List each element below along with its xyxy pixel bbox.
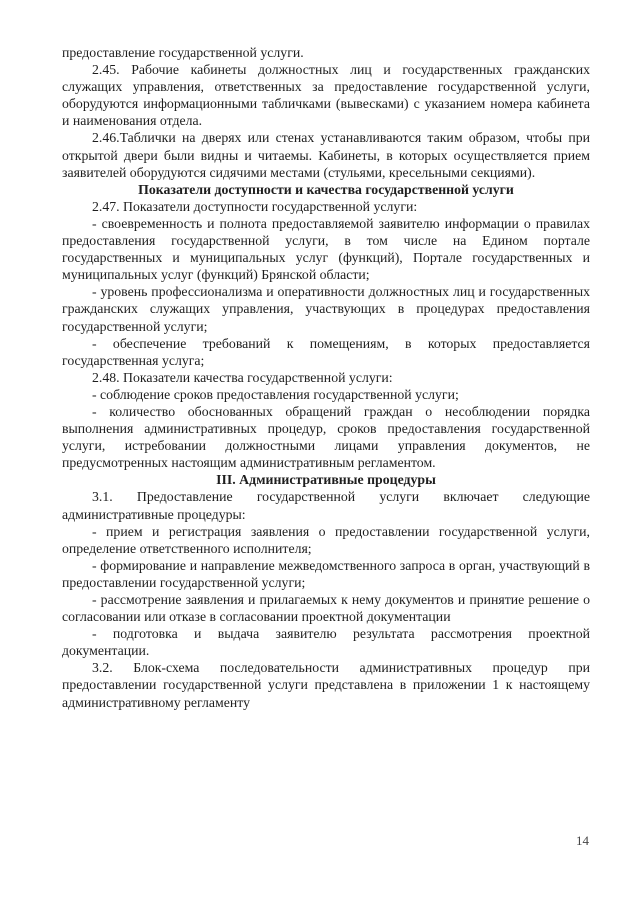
list-item-issue: - подготовка и выдача заявителю результата рассмотрения проектной документации. bbox=[62, 626, 590, 659]
page-number: 14 bbox=[576, 833, 589, 848]
list-item-professionalism: - уровень профессионализма и оперативности должностных лиц и государственных гражданских служащих управления, участвующих в процедурах предоставления государственной услуги; bbox=[62, 284, 590, 334]
list-item-interagency: - формирование и направление межведомственного запроса в орган, участвующий в предоставлении государственной услуги; bbox=[62, 557, 590, 590]
paragraph-2-47: 2.47. Показатели доступности государственной услуги: bbox=[92, 198, 418, 214]
section-heading-procedures: III. Административные процедуры bbox=[216, 472, 436, 488]
paragraph-2-45: 2.45. Рабочие кабинеты должностных лиц и государственных гражданских служащих управления, ответственных за предоставление государственной услуги, оборудуются информационными табличками (вывесками) с указанием номера кабинета и наименования отдела. bbox=[62, 62, 590, 129]
list-item-timeliness: - своевременность и полнота предоставляемой заявителю информации о правилах предоставления государственной услуги, в том числе на Едином портале государственных и муниципальных услуг (функций), Портале государственных и муниципальных услуг (функций) Брянской области; bbox=[62, 215, 590, 283]
lead-line: предоставление государственной услуги. bbox=[62, 45, 304, 60]
list-item-premises: - обеспечение требований к помещениям, в которых предоставляется государственная услуга; bbox=[62, 335, 590, 368]
list-item-review: - рассмотрение заявления и прилагаемых к нему документов и принятие решение о согласовании или отказе в согласовании проектной документации bbox=[62, 592, 590, 625]
paragraph-2-48: 2.48. Показатели качества государственной услуги: bbox=[92, 369, 393, 385]
paragraph-3-2: 3.2. Блок-схема последовательности административных процедур при предоставлении государственной услуги представлена в приложении 1 к настоящему административному регламенту bbox=[62, 660, 590, 710]
list-item-complaints: - количество обоснованных обращений граждан о несоблюдении порядка выполнения административных процедур, сроков предоставления государственной услуги, истребовании должностными лицами управления документов, не предусмотренных настоящим административным регламентом. bbox=[62, 403, 590, 471]
paragraph-2-46: 2.46.Таблички на дверях или стенах устанавливаются таким образом, чтобы при открытой двери были видны и читаемы. Кабинеты, в которых осуществляется прием заявителей оборудуются сидячими местами (стульями, кресельными секциями). bbox=[62, 130, 590, 180]
paragraph-3-1: 3.1. Предоставление государственной услуги включает следующие административные процедуры: bbox=[62, 489, 590, 522]
list-item-deadlines: - соблюдение сроков предоставления государственной услуги; bbox=[92, 386, 459, 402]
document-body bbox=[62, 44, 590, 711]
section-heading-quality: Показатели доступности и качества государственной услуги bbox=[138, 181, 514, 197]
list-item-reception: - прием и регистрация заявления о предоставлении государственной услуги, определение ответственного исполнителя; bbox=[62, 523, 590, 556]
